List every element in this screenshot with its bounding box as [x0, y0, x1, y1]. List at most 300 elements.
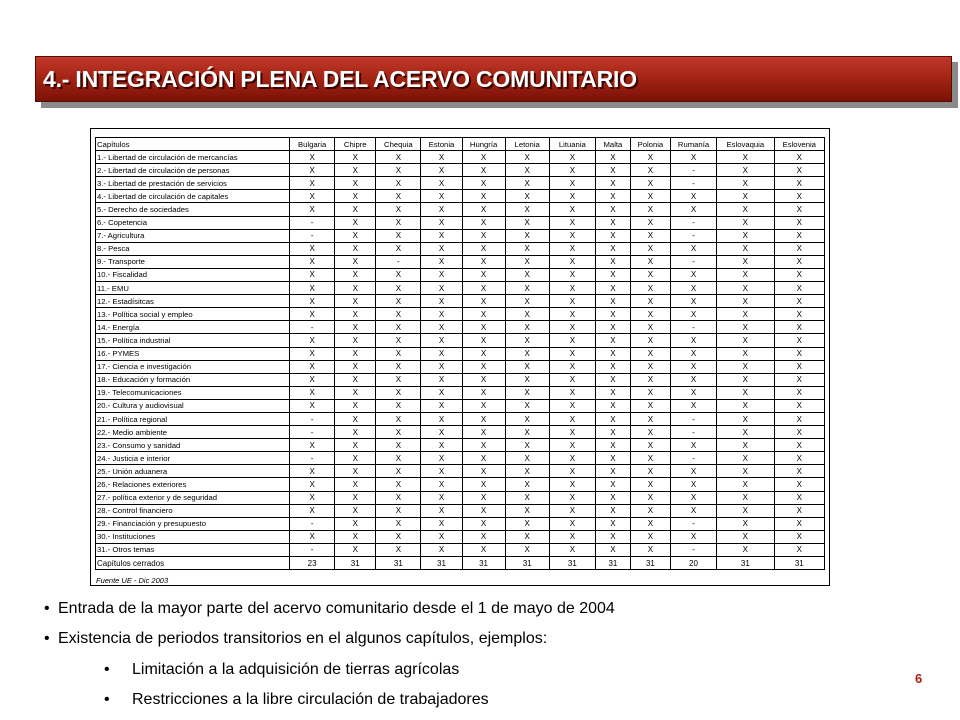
- chapter-status-cell: X: [630, 177, 670, 190]
- table-row: [96, 439, 825, 452]
- table-row: [96, 164, 825, 177]
- chapter-status-cell: X: [717, 439, 774, 452]
- chapter-status-cell: X: [421, 543, 462, 556]
- chapter-label: 19.- Telecomunicaciones: [96, 386, 290, 399]
- chapter-status-cell: X: [717, 517, 774, 530]
- chapter-status-cell: -: [670, 216, 716, 229]
- chapter-status-cell: X: [630, 242, 670, 255]
- chapter-status-cell: X: [376, 177, 421, 190]
- chapter-status-cell: X: [595, 543, 630, 556]
- chapter-status-cell: X: [462, 491, 505, 504]
- chapter-status-cell: X: [462, 412, 505, 425]
- chapter-status-cell: X: [595, 268, 630, 281]
- chapter-status-cell: X: [376, 334, 421, 347]
- chapter-status-cell: X: [670, 373, 716, 386]
- chapter-status-cell: X: [421, 412, 462, 425]
- chapter-status-cell: X: [421, 229, 462, 242]
- chapter-status-cell: X: [549, 334, 595, 347]
- bullet-marker: •: [44, 630, 50, 647]
- chapter-status-cell: X: [549, 399, 595, 412]
- table-row: [96, 543, 825, 556]
- chapter-status-cell: X: [717, 268, 774, 281]
- bullet-1: [44, 600, 615, 618]
- chapter-status-cell: X: [376, 229, 421, 242]
- chapter-status-cell: X: [670, 295, 716, 308]
- chapter-status-cell: X: [335, 268, 376, 281]
- chapter-status-cell: X: [462, 452, 505, 465]
- chapter-status-cell: X: [595, 321, 630, 334]
- chapter-status-cell: X: [774, 151, 824, 164]
- chapter-status-cell: X: [462, 268, 505, 281]
- table-row: [96, 255, 825, 268]
- chapter-status-cell: X: [376, 491, 421, 504]
- chapter-status-cell: X: [595, 412, 630, 425]
- chapter-status-cell: X: [630, 295, 670, 308]
- chapter-status-cell: X: [462, 465, 505, 478]
- chapter-status-cell: X: [774, 373, 824, 386]
- chapter-label: 20.- Cultura y audiovisual: [96, 399, 290, 412]
- chapter-status-cell: X: [630, 517, 670, 530]
- chapter-label: 23.- Consumo y sanidad: [96, 439, 290, 452]
- chapter-status-cell: X: [421, 360, 462, 373]
- chapter-status-cell: X: [376, 530, 421, 543]
- chapter-status-cell: X: [335, 452, 376, 465]
- chapter-status-cell: X: [462, 373, 505, 386]
- chapter-status-cell: X: [421, 465, 462, 478]
- chapter-status-cell: X: [595, 334, 630, 347]
- chapter-status-cell: X: [505, 164, 549, 177]
- chapter-label: 16.- PYMES: [96, 347, 290, 360]
- total-value: 31: [505, 557, 549, 570]
- slide-title: 4.- INTEGRACIÓN PLENA DEL ACERVO COMUNITARIO: [43, 65, 637, 92]
- chapter-status-cell: X: [630, 478, 670, 491]
- chapter-status-cell: -: [376, 255, 421, 268]
- chapter-status-cell: X: [421, 282, 462, 295]
- chapter-status-cell: X: [774, 543, 824, 556]
- table-row: [96, 242, 825, 255]
- chapter-status-cell: X: [421, 177, 462, 190]
- chapter-status-cell: X: [717, 242, 774, 255]
- table-row: [96, 151, 825, 164]
- chapter-status-cell: X: [774, 426, 824, 439]
- chapter-status-cell: X: [505, 268, 549, 281]
- chapter-status-cell: X: [630, 308, 670, 321]
- chapter-status-cell: X: [462, 530, 505, 543]
- chapter-status-cell: X: [335, 321, 376, 334]
- chapter-status-cell: X: [462, 334, 505, 347]
- chapter-status-cell: X: [421, 517, 462, 530]
- table-row: [96, 308, 825, 321]
- chapter-label: 17.- Ciencia e investigación: [96, 360, 290, 373]
- chapter-status-cell: X: [505, 282, 549, 295]
- chapter-status-cell: X: [774, 190, 824, 203]
- chapter-status-cell: X: [376, 543, 421, 556]
- chapter-status-cell: X: [505, 530, 549, 543]
- total-value: 31: [335, 557, 376, 570]
- chapter-status-cell: X: [774, 439, 824, 452]
- chapter-status-cell: X: [505, 151, 549, 164]
- header-chapters: Capítulos: [96, 138, 290, 151]
- chapter-status-cell: X: [462, 203, 505, 216]
- chapter-status-cell: X: [335, 229, 376, 242]
- chapter-status-cell: X: [549, 465, 595, 478]
- chapter-status-cell: X: [421, 373, 462, 386]
- chapter-status-cell: X: [549, 373, 595, 386]
- chapter-status-cell: X: [717, 399, 774, 412]
- chapter-status-cell: X: [774, 334, 824, 347]
- chapter-status-cell: X: [630, 268, 670, 281]
- chapter-status-cell: X: [290, 177, 335, 190]
- chapter-status-cell: X: [670, 399, 716, 412]
- chapter-status-cell: X: [670, 334, 716, 347]
- chapter-status-cell: X: [462, 295, 505, 308]
- chapter-status-cell: X: [290, 491, 335, 504]
- chapter-status-cell: X: [290, 478, 335, 491]
- chapter-label: 7.- Agricultura: [96, 229, 290, 242]
- chapter-status-cell: X: [335, 373, 376, 386]
- chapter-status-cell: X: [595, 308, 630, 321]
- chapter-status-cell: X: [717, 308, 774, 321]
- chapter-status-cell: X: [505, 412, 549, 425]
- chapter-status-cell: X: [670, 360, 716, 373]
- chapter-status-cell: X: [335, 347, 376, 360]
- chapter-status-cell: X: [462, 504, 505, 517]
- chapter-status-cell: X: [421, 151, 462, 164]
- chapter-status-cell: X: [630, 321, 670, 334]
- chapter-label: 21.- Política regional: [96, 412, 290, 425]
- chapter-status-cell: X: [549, 308, 595, 321]
- chapter-status-cell: X: [376, 268, 421, 281]
- chapter-status-cell: X: [630, 151, 670, 164]
- chapter-label: 10.- Fiscalidad: [96, 268, 290, 281]
- chapter-status-cell: X: [670, 439, 716, 452]
- table-row: [96, 399, 825, 412]
- chapter-status-cell: X: [630, 229, 670, 242]
- table-row: [96, 426, 825, 439]
- chapter-status-cell: X: [630, 491, 670, 504]
- chapter-status-cell: X: [549, 347, 595, 360]
- chapter-status-cell: X: [462, 308, 505, 321]
- chapter-label: 4.- Libertad de circulación de capitales: [96, 190, 290, 203]
- title-bar: [35, 56, 952, 102]
- chapter-status-cell: X: [462, 399, 505, 412]
- chapter-status-cell: X: [335, 295, 376, 308]
- chapter-status-cell: X: [717, 151, 774, 164]
- table-row: [96, 282, 825, 295]
- chapter-status-cell: -: [290, 543, 335, 556]
- chapter-label: 29.- Financiación y presupuesto: [96, 517, 290, 530]
- chapter-status-cell: X: [290, 465, 335, 478]
- chapter-status-cell: X: [549, 151, 595, 164]
- chapter-status-cell: X: [335, 543, 376, 556]
- chapter-status-cell: X: [630, 216, 670, 229]
- chapter-status-cell: X: [717, 360, 774, 373]
- chapter-status-cell: X: [290, 295, 335, 308]
- chapter-status-cell: X: [376, 203, 421, 216]
- chapter-status-cell: X: [335, 334, 376, 347]
- chapter-status-cell: X: [717, 347, 774, 360]
- chapter-label: 27.- política exterior y de seguridad: [96, 491, 290, 504]
- chapter-status-cell: X: [290, 190, 335, 203]
- chapter-status-cell: X: [630, 347, 670, 360]
- chapter-label: 22.- Medio ambiente: [96, 426, 290, 439]
- chapter-status-cell: -: [670, 255, 716, 268]
- chapter-status-cell: X: [462, 190, 505, 203]
- chapter-status-cell: X: [774, 308, 824, 321]
- chapter-status-cell: X: [717, 295, 774, 308]
- chapter-status-cell: X: [774, 282, 824, 295]
- chapter-status-cell: X: [717, 282, 774, 295]
- chapter-status-cell: X: [376, 347, 421, 360]
- chapter-status-cell: X: [717, 452, 774, 465]
- table-header-row: [96, 138, 825, 151]
- chapter-status-cell: X: [462, 216, 505, 229]
- chapter-status-cell: X: [549, 229, 595, 242]
- chapter-status-cell: X: [774, 412, 824, 425]
- chapter-status-cell: X: [376, 321, 421, 334]
- chapter-status-cell: X: [421, 386, 462, 399]
- chapter-status-cell: X: [549, 543, 595, 556]
- chapter-status-cell: X: [376, 517, 421, 530]
- chapter-status-cell: X: [421, 334, 462, 347]
- chapter-status-cell: X: [462, 439, 505, 452]
- chapter-status-cell: X: [376, 478, 421, 491]
- chapter-status-cell: X: [462, 478, 505, 491]
- table-source: Fuente UE - Dic 2003: [96, 576, 169, 585]
- chapter-status-cell: X: [376, 373, 421, 386]
- chapter-status-cell: X: [462, 426, 505, 439]
- chapter-status-cell: X: [376, 399, 421, 412]
- chapter-status-cell: X: [421, 190, 462, 203]
- chapter-status-cell: X: [376, 360, 421, 373]
- chapter-status-cell: X: [462, 177, 505, 190]
- chapter-status-cell: X: [462, 347, 505, 360]
- chapter-status-cell: X: [462, 255, 505, 268]
- chapter-status-cell: X: [717, 530, 774, 543]
- chapter-status-cell: X: [549, 164, 595, 177]
- header-country: Estonia: [421, 138, 462, 151]
- header-country: Eslovaquia: [717, 138, 774, 151]
- chapter-status-cell: X: [505, 295, 549, 308]
- chapter-status-cell: X: [630, 255, 670, 268]
- chapter-status-cell: X: [595, 517, 630, 530]
- chapter-status-cell: X: [549, 491, 595, 504]
- chapter-status-cell: X: [595, 399, 630, 412]
- chapter-status-cell: X: [595, 229, 630, 242]
- chapter-status-cell: X: [421, 347, 462, 360]
- chapter-status-cell: X: [376, 386, 421, 399]
- chapter-status-cell: X: [774, 203, 824, 216]
- chapter-status-cell: X: [549, 530, 595, 543]
- chapter-status-cell: X: [505, 190, 549, 203]
- chapter-status-cell: X: [630, 190, 670, 203]
- chapter-status-cell: X: [630, 426, 670, 439]
- chapter-status-cell: X: [774, 347, 824, 360]
- chapter-status-cell: X: [421, 321, 462, 334]
- total-value: 31: [595, 557, 630, 570]
- chapter-status-cell: X: [774, 504, 824, 517]
- chapter-status-cell: X: [290, 282, 335, 295]
- chapter-label: 24.- Justicia e interior: [96, 452, 290, 465]
- total-row: [96, 557, 825, 570]
- chapter-status-cell: X: [670, 386, 716, 399]
- chapter-status-cell: X: [421, 295, 462, 308]
- chapter-status-cell: -: [670, 426, 716, 439]
- chapter-status-cell: X: [595, 216, 630, 229]
- chapter-status-cell: -: [670, 543, 716, 556]
- bullet-marker: •: [104, 661, 110, 678]
- chapter-status-cell: X: [774, 399, 824, 412]
- chapter-status-cell: X: [290, 386, 335, 399]
- chapter-status-cell: X: [421, 426, 462, 439]
- chapter-status-cell: X: [670, 151, 716, 164]
- chapter-status-cell: X: [421, 216, 462, 229]
- chapter-status-cell: X: [595, 255, 630, 268]
- chapter-status-cell: X: [290, 399, 335, 412]
- chapter-status-cell: X: [335, 255, 376, 268]
- chapter-status-cell: X: [462, 164, 505, 177]
- chapter-status-cell: X: [670, 268, 716, 281]
- chapter-status-cell: X: [595, 439, 630, 452]
- chapter-status-cell: X: [774, 295, 824, 308]
- chapter-status-cell: X: [549, 268, 595, 281]
- chapter-status-cell: X: [717, 190, 774, 203]
- chapter-status-cell: X: [376, 504, 421, 517]
- chapter-status-cell: X: [290, 373, 335, 386]
- table-row: [96, 491, 825, 504]
- chapter-status-cell: X: [421, 439, 462, 452]
- chapter-status-cell: X: [505, 465, 549, 478]
- total-value: 23: [290, 557, 335, 570]
- table-row: [96, 203, 825, 216]
- chapter-status-cell: X: [717, 426, 774, 439]
- chapter-label: 5.- Derecho de sociedades: [96, 203, 290, 216]
- chapter-status-cell: X: [290, 242, 335, 255]
- table-row: [96, 452, 825, 465]
- chapter-status-cell: X: [670, 491, 716, 504]
- chapter-status-cell: X: [549, 386, 595, 399]
- chapter-label: 6.- Copetencia: [96, 216, 290, 229]
- chapter-status-cell: X: [376, 282, 421, 295]
- chapter-status-cell: X: [630, 373, 670, 386]
- chapter-status-cell: X: [421, 504, 462, 517]
- chapter-status-cell: X: [670, 190, 716, 203]
- chapter-status-cell: X: [335, 399, 376, 412]
- chapter-status-cell: X: [335, 439, 376, 452]
- total-value: 31: [376, 557, 421, 570]
- chapter-status-cell: X: [462, 242, 505, 255]
- chapter-status-cell: X: [630, 360, 670, 373]
- chapter-label: 15.- Política industrial: [96, 334, 290, 347]
- chapter-status-cell: X: [549, 255, 595, 268]
- chapter-status-cell: X: [549, 282, 595, 295]
- chapter-label: 14.- Energía: [96, 321, 290, 334]
- chapter-status-cell: X: [505, 216, 549, 229]
- chapter-status-cell: X: [717, 373, 774, 386]
- total-value: 31: [774, 557, 824, 570]
- chapter-status-cell: X: [774, 478, 824, 491]
- chapter-status-cell: X: [462, 321, 505, 334]
- chapter-status-cell: X: [335, 216, 376, 229]
- chapter-status-cell: X: [670, 465, 716, 478]
- chapter-status-cell: X: [717, 164, 774, 177]
- header-country: Rumanía: [670, 138, 716, 151]
- chapter-status-cell: X: [774, 360, 824, 373]
- chapter-status-cell: X: [670, 203, 716, 216]
- chapter-status-cell: -: [290, 412, 335, 425]
- chapter-status-cell: X: [505, 439, 549, 452]
- chapter-status-cell: X: [595, 491, 630, 504]
- chapter-status-cell: X: [290, 164, 335, 177]
- chapter-status-cell: X: [774, 386, 824, 399]
- table-row: [96, 504, 825, 517]
- chapter-status-cell: X: [376, 308, 421, 321]
- chapter-status-cell: X: [421, 255, 462, 268]
- chapter-status-cell: X: [335, 190, 376, 203]
- sub-bullet-1-text: Limitación a la adquisición de tierras agrícolas: [132, 661, 460, 678]
- header-country: Chequia: [376, 138, 421, 151]
- chapter-status-cell: X: [630, 399, 670, 412]
- chapter-status-cell: X: [670, 308, 716, 321]
- chapter-status-cell: X: [376, 242, 421, 255]
- header-country: Bulgaria: [290, 138, 335, 151]
- chapter-label: 31.- Otros temas: [96, 543, 290, 556]
- table-row: [96, 530, 825, 543]
- chapter-status-cell: X: [549, 478, 595, 491]
- chapter-status-cell: X: [595, 203, 630, 216]
- chapter-status-cell: X: [290, 334, 335, 347]
- chapter-status-cell: X: [670, 347, 716, 360]
- chapter-status-cell: X: [421, 452, 462, 465]
- chapter-status-cell: -: [670, 517, 716, 530]
- chapter-status-cell: X: [670, 504, 716, 517]
- chapter-status-cell: X: [774, 321, 824, 334]
- chapter-label: 3.- Libertad de prestación de servicios: [96, 177, 290, 190]
- chapter-status-cell: X: [717, 229, 774, 242]
- chapter-status-cell: X: [505, 478, 549, 491]
- chapter-status-cell: X: [630, 452, 670, 465]
- chapter-status-cell: X: [421, 164, 462, 177]
- chapter-status-cell: X: [595, 360, 630, 373]
- chapter-status-cell: X: [595, 177, 630, 190]
- chapter-status-cell: X: [421, 242, 462, 255]
- chapter-status-cell: X: [421, 268, 462, 281]
- chapter-status-cell: -: [290, 517, 335, 530]
- chapter-status-cell: -: [670, 321, 716, 334]
- chapter-status-cell: X: [549, 439, 595, 452]
- chapter-status-cell: X: [549, 242, 595, 255]
- chapter-status-cell: X: [505, 321, 549, 334]
- chapter-status-cell: X: [595, 347, 630, 360]
- chapter-status-cell: X: [335, 426, 376, 439]
- chapter-status-cell: X: [376, 190, 421, 203]
- chapter-status-cell: X: [717, 504, 774, 517]
- total-value: 20: [670, 557, 716, 570]
- chapter-status-cell: -: [670, 177, 716, 190]
- chapter-status-cell: X: [462, 282, 505, 295]
- chapter-status-cell: X: [335, 151, 376, 164]
- chapter-status-cell: -: [670, 412, 716, 425]
- header-country: Malta: [595, 138, 630, 151]
- chapter-status-cell: X: [335, 478, 376, 491]
- chapter-status-cell: X: [549, 504, 595, 517]
- chapter-status-cell: X: [335, 282, 376, 295]
- table-row: [96, 465, 825, 478]
- chapter-status-cell: X: [549, 203, 595, 216]
- chapter-status-cell: X: [505, 229, 549, 242]
- chapter-status-cell: -: [290, 452, 335, 465]
- table-row: [96, 334, 825, 347]
